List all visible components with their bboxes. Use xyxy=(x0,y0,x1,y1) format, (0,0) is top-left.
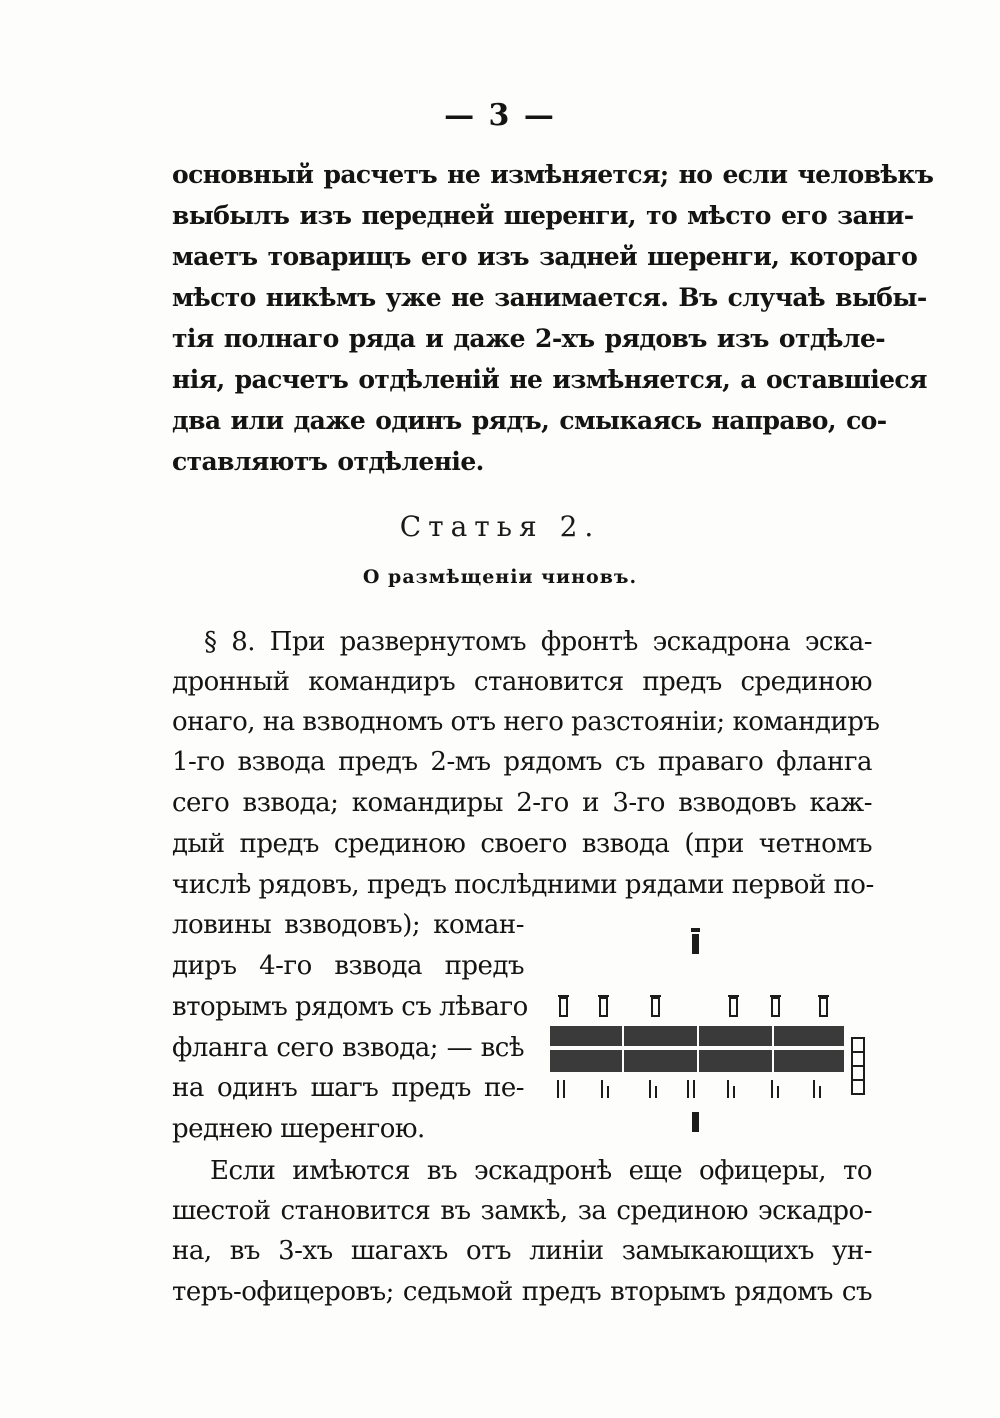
text-line: на, въ 3-хъ шагахъ отъ линіи замыкающихъ ун- xyxy=(172,1236,872,1266)
text-line: диръ 4-го взвода предъ xyxy=(172,951,524,981)
text-line: § 8. При развернутомъ фронтѣ эскадрона эска- xyxy=(204,627,872,657)
front-officer-figure xyxy=(770,996,781,1016)
text-line: дронный командиръ становится предъ срединою xyxy=(172,667,872,697)
text-line: вторымъ рядомъ съ лѣваго xyxy=(172,992,528,1022)
text-line: маетъ товарищъ его изъ задней шеренги, котораго xyxy=(172,242,918,271)
text-line: основный расчетъ не измѣняется; но если человѣкъ xyxy=(172,160,934,189)
text-line: числѣ рядовъ, предъ послѣдними рядами первой по- xyxy=(172,870,874,900)
text-line: ловины взводовъ); коман- xyxy=(172,910,524,940)
text-line: реднею шеренгою. xyxy=(172,1114,425,1144)
front-officer-figure xyxy=(818,996,829,1016)
text-line: на одинъ шагъ предъ пе- xyxy=(172,1073,524,1103)
text-line: ставляютъ отдѣленіе. xyxy=(172,447,484,476)
section-title: Статья 2. xyxy=(399,510,601,543)
text-line: дый предъ срединою своего взвода (при четномъ xyxy=(172,829,872,859)
text-line: онаго, на взводномъ отъ него разстояніи; командиръ xyxy=(172,707,880,737)
rear-officer-figure xyxy=(692,1112,699,1132)
text-line: Если имѣются въ эскадронѣ еще офицеры, то xyxy=(210,1156,872,1186)
front-officer-figure xyxy=(598,996,609,1016)
front-officer-figure xyxy=(650,996,661,1016)
text-line: 1-го взвода предъ 2-мъ рядомъ съ праваго фланга xyxy=(172,747,872,777)
rear-marker xyxy=(558,1080,820,1098)
text-line: сего взвода; командиры 2-го и 3-го взводовъ каж- xyxy=(172,788,872,818)
text-line: фланга сего взвода; — всѣ xyxy=(172,1033,524,1063)
text-line: мѣсто никѣмъ уже не занимается. Въ случаѣ выбы- xyxy=(172,283,927,312)
squadron-commander-figure xyxy=(691,928,700,954)
squadron-formation-diagram xyxy=(528,920,878,1140)
text-line: нія, расчетъ отдѣленій не измѣняется, а оставшіеся xyxy=(172,365,927,394)
text-line: два или даже одинъ рядъ, смыкаясь направо, со- xyxy=(172,406,887,435)
text-line: тія полнаго ряда и даже 2-хъ рядовъ изъ отдѣле- xyxy=(172,324,886,353)
text-line: шестой становится въ замкѣ, за срединою эскадро- xyxy=(172,1196,872,1226)
page-number: — 3 — xyxy=(444,98,556,133)
section-subtitle: О размѣщеніи чиновъ. xyxy=(362,566,638,588)
flank-marker xyxy=(852,1038,864,1094)
text-line: выбылъ изъ передней шеренги, то мѣсто его зани- xyxy=(172,201,914,230)
text-line: теръ-офицеровъ; седьмой предъ вторымъ рядомъ съ xyxy=(172,1277,872,1307)
front-officer-figure xyxy=(558,996,569,1016)
front-officer-figure xyxy=(728,996,739,1016)
